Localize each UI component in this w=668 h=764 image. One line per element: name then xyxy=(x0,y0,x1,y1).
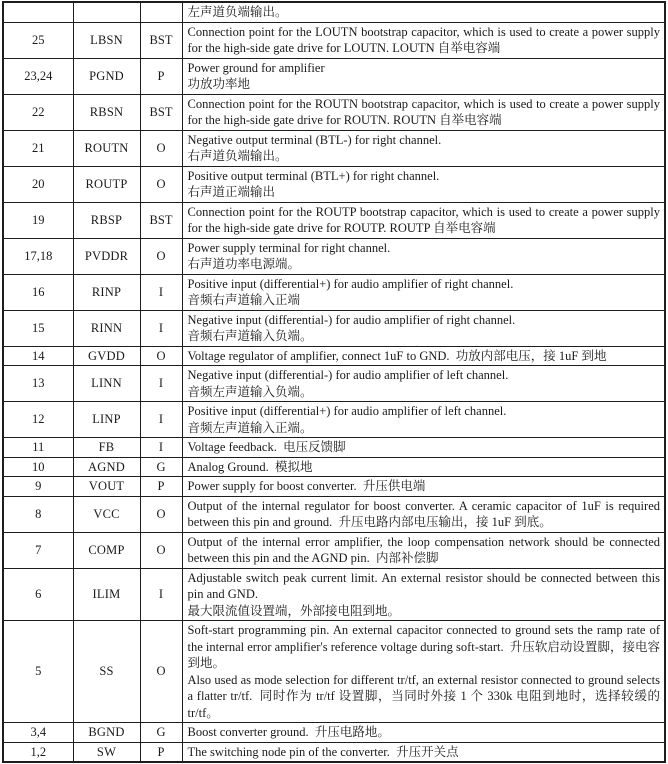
pin-number-cell: 22 xyxy=(3,94,73,130)
pin-name-cell: PGND xyxy=(73,58,140,94)
pin-table-row xyxy=(3,568,665,621)
pin-number-cell: 17,18 xyxy=(3,238,73,274)
pin-table-row xyxy=(3,438,665,458)
pin-name-cell: VCC xyxy=(73,496,140,532)
pin-description-paragraph: Positive output terminal (BTL+) for right channel. xyxy=(187,168,440,183)
pin-number-cell xyxy=(3,2,73,22)
pin-table-row xyxy=(3,274,665,310)
pin-number-cell: 16 xyxy=(3,274,73,310)
pin-name-cell: RINN xyxy=(73,310,140,346)
pin-table-body xyxy=(3,2,665,762)
pin-description-paragraph: Power supply terminal for right channel. xyxy=(187,240,391,255)
pin-number-cell: 10 xyxy=(3,457,73,477)
pin-description-paragraph: Power ground for amplifier xyxy=(187,60,325,75)
pin-description-paragraph: Adjustable switch peak current limit. An external resistor should be connected between this pin and GND. xyxy=(187,570,660,601)
pin-table-row xyxy=(3,723,665,743)
pin-name-cell: FB xyxy=(73,438,140,458)
pin-description-cell xyxy=(182,274,665,310)
pin-description-paragraph: Power supply for boost converter. 升压供电端 xyxy=(187,479,426,493)
pin-description-cell xyxy=(182,568,665,621)
pin-type-cell xyxy=(140,2,182,22)
pin-description-paragraph: Voltage feedback. 电压反馈脚 xyxy=(187,440,346,454)
pin-table-row xyxy=(3,166,665,202)
pin-description-table xyxy=(2,1,666,763)
pin-number-cell: 19 xyxy=(3,202,73,238)
pin-description-cell xyxy=(182,346,665,366)
pin-number-cell: 25 xyxy=(3,22,73,58)
pin-name-cell: RBSP xyxy=(73,202,140,238)
pin-description-paragraph: Boost converter ground. 升压电路地。 xyxy=(187,725,390,739)
pin-type-cell: G xyxy=(140,723,182,743)
pin-number-cell: 6 xyxy=(3,568,73,621)
pin-type-cell: I xyxy=(140,438,182,458)
pin-description-cell xyxy=(182,723,665,743)
pin-number-cell: 9 xyxy=(3,477,73,497)
pin-number-cell: 3,4 xyxy=(3,723,73,743)
pin-description-cell xyxy=(182,22,665,58)
pin-type-cell: O xyxy=(140,130,182,166)
pin-name-cell: AGND xyxy=(73,457,140,477)
pin-type-cell: O xyxy=(140,166,182,202)
pin-description-paragraph: 音频左声道输入负端。 xyxy=(187,384,313,399)
pin-name-cell: LINP xyxy=(73,402,140,438)
pin-type-cell: I xyxy=(140,310,182,346)
pin-description-paragraph: Negative input (differential-) for audio amplifier of right channel. xyxy=(187,312,516,327)
pin-description-cell xyxy=(182,496,665,532)
pin-name-cell: PVDDR xyxy=(73,238,140,274)
pin-description-paragraph: Output of the internal regulator for boost converter. A ceramic capacitor of 1uF is required between this pin and ground. 升压电路内部电压输出，接 1uF 到底。 xyxy=(187,498,660,529)
pin-description-paragraph: 音频左声道输入正端。 xyxy=(187,420,313,435)
pin-description-paragraph: Analog Ground. 模拟地 xyxy=(187,459,313,474)
pin-type-cell: BST xyxy=(140,202,182,238)
pin-description-paragraph: Output of the internal error amplifier, the loop compensation network should be connected between this pin and the AGND pin. 内部补偿脚 xyxy=(187,534,660,565)
pin-table-row xyxy=(3,621,665,723)
pin-table-row xyxy=(3,238,665,274)
pin-name-cell: ROUTP xyxy=(73,166,140,202)
pin-description-cell xyxy=(182,532,665,568)
pin-description-cell xyxy=(182,130,665,166)
pin-type-cell: I xyxy=(140,568,182,621)
pin-table-row xyxy=(3,742,665,762)
pin-description-paragraph: Also used as mode selection for different tr/tf, an external resistor connected to ground selects a flatter tr/tf. 同时作为 tr/tf 设置脚，当同时外接 1 个 330k 电阻到地时，选择较缓的 tr/tf。 xyxy=(187,672,660,720)
pin-name-cell: RBSN xyxy=(73,94,140,130)
pin-name-cell: ILIM xyxy=(73,568,140,621)
pin-description-cell xyxy=(182,202,665,238)
pin-description-cell xyxy=(182,166,665,202)
pin-description-paragraph: 右声道正端输出 xyxy=(187,185,276,199)
pin-description-cell xyxy=(182,477,665,497)
pin-table-row xyxy=(3,496,665,532)
pin-description-paragraph: Soft-start programming pin. An external capacitor connected to ground sets the ramp rate of the internal error amplifier's reference voltage during soft-start. 升压软启动设置脚，接电容到地。 xyxy=(187,623,660,670)
pin-description-paragraph: Connection point for the LOUTN bootstrap capacitor, which is used to create a power supply for the high-side gate drive for LOUTN. LOUTN 自举电容端 xyxy=(187,24,660,55)
pin-type-cell: I xyxy=(140,366,182,402)
pin-table-row xyxy=(3,22,665,58)
pin-name-cell: BGND xyxy=(73,723,140,743)
pin-description-paragraph: Positive input (differential+) for audio amplifier of right channel. xyxy=(187,276,514,291)
pin-type-cell: O xyxy=(140,346,182,366)
pin-description-paragraph: 右声道负端输出。 xyxy=(187,149,288,163)
pin-name-cell: SS xyxy=(73,621,140,723)
pin-description-paragraph: 左声道负端输出。 xyxy=(187,5,288,19)
pin-description-cell xyxy=(182,94,665,130)
pin-description-paragraph: 音频右声道输入负端。 xyxy=(187,329,313,343)
pin-table-row xyxy=(3,94,665,130)
pin-type-cell: BST xyxy=(140,94,182,130)
pin-type-cell: P xyxy=(140,58,182,94)
pin-number-cell: 12 xyxy=(3,402,73,438)
pin-number-cell: 23,24 xyxy=(3,58,73,94)
pin-table-row xyxy=(3,532,665,568)
pin-type-cell: BST xyxy=(140,22,182,58)
pin-name-cell: VOUT xyxy=(73,477,140,497)
pin-number-cell: 20 xyxy=(3,166,73,202)
pin-table-row xyxy=(3,402,665,438)
pin-name-cell: RINP xyxy=(73,274,140,310)
pin-number-cell: 15 xyxy=(3,310,73,346)
pin-type-cell: O xyxy=(140,496,182,532)
pin-description-paragraph: Connection point for the ROUTN bootstrap capacitor, which is used to create a power supply for the high-side gate drive for ROUTN. ROUTN 自举电容端 xyxy=(187,96,660,127)
pin-description-cell xyxy=(182,310,665,346)
pin-description-cell xyxy=(182,457,665,477)
pin-table-row xyxy=(3,457,665,477)
pin-number-cell: 21 xyxy=(3,130,73,166)
pin-type-cell: I xyxy=(140,402,182,438)
pin-name-cell: LBSN xyxy=(73,22,140,58)
pin-description-paragraph: Negative output terminal (BTL-) for right channel. xyxy=(187,132,442,147)
pin-name-cell: LINN xyxy=(73,366,140,402)
pin-description-paragraph: 最大限流值设置端，外部接电阻到地。 xyxy=(187,603,401,618)
pin-description-paragraph: 音频右声道输入正端 xyxy=(187,293,301,307)
pin-description-cell xyxy=(182,58,665,94)
pin-description-paragraph: Negative input (differential-) for audio amplifier of left channel. xyxy=(187,368,509,382)
pin-description-paragraph: The switching node pin of the converter. 升压开关点 xyxy=(187,744,459,759)
pin-number-cell: 8 xyxy=(3,496,73,532)
pin-description-cell xyxy=(182,742,665,762)
pin-type-cell: P xyxy=(140,477,182,497)
pin-description-cell xyxy=(182,238,665,274)
pin-type-cell: I xyxy=(140,274,182,310)
pin-description-cell xyxy=(182,402,665,438)
pin-table-row xyxy=(3,477,665,497)
pin-table-row xyxy=(3,366,665,402)
pin-table-row xyxy=(3,2,665,22)
pin-description-paragraph: 右声道功率电源端。 xyxy=(187,257,301,271)
pin-name-cell xyxy=(73,2,140,22)
pin-type-cell: P xyxy=(140,742,182,762)
pin-name-cell: SW xyxy=(73,742,140,762)
pin-name-cell: ROUTN xyxy=(73,130,140,166)
pin-table-row xyxy=(3,202,665,238)
pin-table-row xyxy=(3,346,665,366)
pin-description-paragraph: Positive input (differential+) for audio amplifier of left channel. xyxy=(187,404,507,418)
pin-number-cell: 5 xyxy=(3,621,73,723)
pin-number-cell: 7 xyxy=(3,532,73,568)
pin-type-cell: O xyxy=(140,532,182,568)
pin-description-paragraph: Voltage regulator of amplifier, connect 1uF to GND. 功放内部电压，接 1uF 到地 xyxy=(187,348,607,363)
pin-description-cell xyxy=(182,621,665,723)
pin-description-cell xyxy=(182,2,665,22)
pin-description-paragraph: Connection point for the ROUTP bootstrap capacitor, which is used to create a power supply for the high-side gate drive for ROUTP. ROUTP 自举电容端 xyxy=(187,204,660,235)
pin-table-row xyxy=(3,58,665,94)
pin-type-cell: O xyxy=(140,238,182,274)
pin-number-cell: 14 xyxy=(3,346,73,366)
pin-name-cell: COMP xyxy=(73,532,140,568)
pin-description-cell xyxy=(182,366,665,402)
pin-number-cell: 1,2 xyxy=(3,742,73,762)
pin-number-cell: 13 xyxy=(3,366,73,402)
pin-description-paragraph: 功放功率地 xyxy=(187,77,251,91)
pin-name-cell: GVDD xyxy=(73,346,140,366)
pin-type-cell: O xyxy=(140,621,182,723)
pin-number-cell: 11 xyxy=(3,438,73,458)
pin-table-row xyxy=(3,310,665,346)
pin-table-row xyxy=(3,130,665,166)
pin-type-cell: G xyxy=(140,457,182,477)
pin-description-cell xyxy=(182,438,665,458)
